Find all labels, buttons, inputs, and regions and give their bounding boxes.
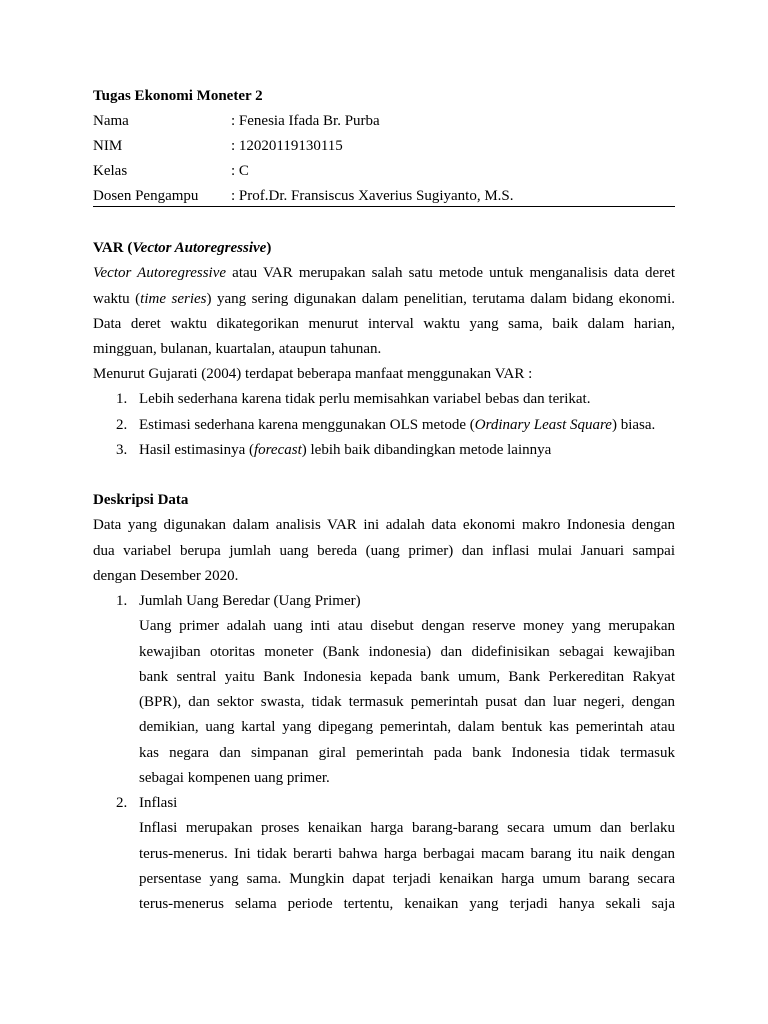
list-item [139,418,655,433]
paragraph-line: kas negara dan simpanan giral pemerintah pada bank Indonesia tidak termasuk [139,745,675,761]
info-value: : Fenesia Ifada Br. Purba [231,113,380,129]
list-number: 2. [116,417,128,433]
paragraph-line: persentase yang sama. Mungkin dapat terjadi kenaikan harga umum barang secara [139,871,675,887]
info-label: Nama [93,113,129,129]
paragraph-line: Uang primer adalah uang inti atau disebut dengan reserve money yang merupakan [139,618,675,634]
info-value: : C [231,163,249,179]
italic-term: forecast [253,442,302,458]
desc-heading: Deskripsi Data [93,492,189,508]
paragraph-line: mingguan, bulanan, kuartalan, ataupun tahunan. [93,341,382,357]
list-number: 1. [116,593,128,609]
info-value: : 12020119130115 [231,138,343,154]
text-run: atau VAR merupakan salah satu metode untuk menganalisis data deret [226,265,675,281]
header-divider [93,206,675,207]
paragraph-line: kewajiban otoritas moneter (Bank indonesia) dan didefinisikan sebagai kewajiban [139,644,675,660]
paragraph-line: dengan Desember 2020. [93,568,239,584]
text-run: Estimasi sederhana karena menggunakan OLS metode ( [139,417,475,433]
paragraph-line: terus-menerus. Ini tidak berarti bahwa harga berbagai macam barang itu naik dengan [139,846,675,862]
heading-text: ) [266,240,272,256]
heading-italic-text: Vector Autoregressive [132,240,267,256]
text-run: Hasil estimasinya ( [139,442,254,458]
paragraph-line: dua variabel berupa jumlah uang bereda (uang primer) dan inflasi mulai Januari sampai [93,543,675,559]
paragraph-line: bank sentral yaitu Bank Indonesia kepada bank umum, Bank Perkereditan Rakyat [139,669,675,685]
italic-term: Vector Autoregressive [93,265,227,281]
info-label: NIM [93,138,123,154]
paragraph-line: Menurut Gujarati (2004) terdapat beberapa manfaat menggunakan VAR : [93,366,533,382]
italic-term: time series [140,291,207,307]
var-heading [93,241,271,256]
heading-text: VAR ( [93,240,133,256]
list-number: 3. [116,442,128,458]
paragraph-line [93,266,675,281]
paragraph-line [93,292,675,307]
paragraph-line: sebagai kompenen uang primer. [139,770,330,786]
paragraph-line: Data yang digunakan dalam analisis VAR ini adalah data ekonomi makro Indonesia dengan [93,517,675,533]
info-label: Dosen Pengampu [93,188,199,204]
assignment-title: Tugas Ekonomi Moneter 2 [93,88,263,104]
paragraph-line: Inflasi merupakan proses kenaikan harga barang-barang secara umum dan berlaku [139,820,675,836]
list-number: 2. [116,795,128,811]
info-label: Kelas [93,163,128,179]
text-run: ) biasa. [611,417,656,433]
info-value: : Prof.Dr. Fransiscus Xaverius Sugiyanto, M.S. [231,188,514,204]
paragraph-line: Data deret waktu dikategorikan menurut interval waktu yang sama, baik dalam harian, [93,316,675,332]
text-run: waktu ( [93,291,141,307]
list-number: 1. [116,391,128,407]
paragraph-line: terus-menerus selama periode tertentu, kenaikan yang terjadi hanya sekali saja [139,896,675,912]
list-item-title: Jumlah Uang Beredar (Uang Primer) [139,593,361,609]
italic-term: Ordinary Least Square [474,417,612,433]
list-item [139,443,551,458]
text-run: ) yang sering digunakan dalam penelitian, terutama dalam bidang ekonomi. [206,291,675,307]
list-item: Lebih sederhana karena tidak perlu memisahkan variabel bebas dan terikat. [139,391,591,407]
paragraph-line: demikian, uang kartal yang dipegang pemerintah, dalam bentuk kas pemerintah atau [139,719,675,735]
list-item-title: Inflasi [139,795,178,811]
paragraph-line: (BPR), dan sektor swasta, tidak termasuk pemerintah pusat dan luar negeri, dengan [139,694,675,710]
text-run: ) lebih baik dibandingkan metode lainnya [301,442,552,458]
